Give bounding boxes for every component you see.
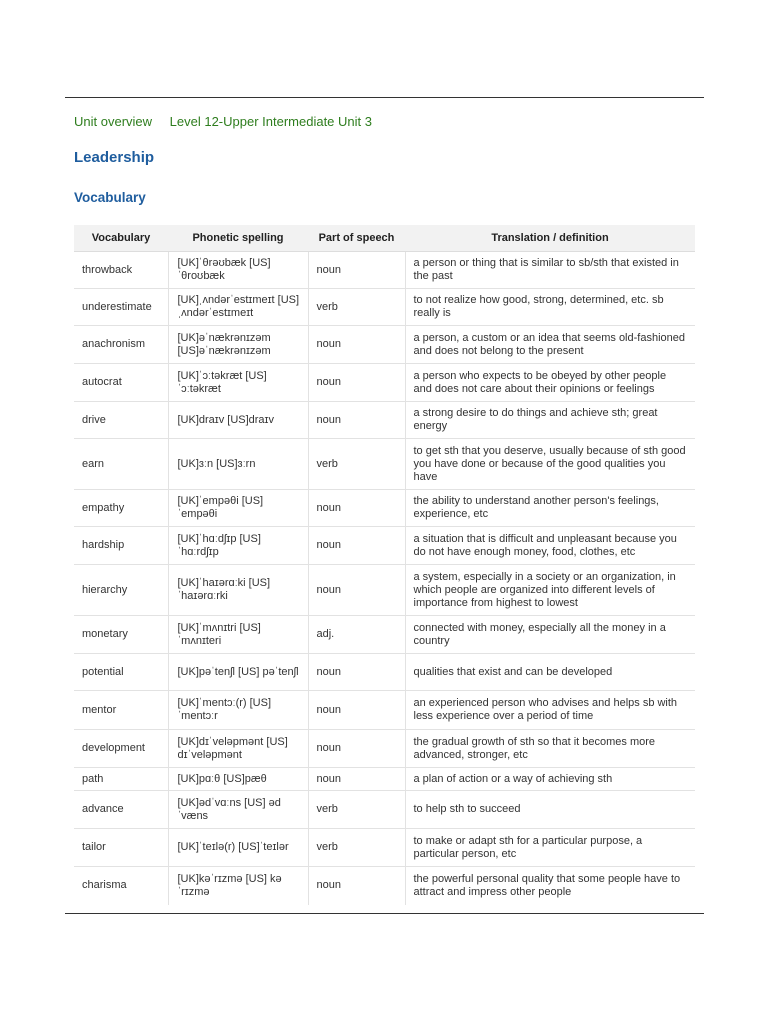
table-row xyxy=(74,402,695,439)
table-row xyxy=(74,364,695,402)
table-row xyxy=(74,791,695,829)
phonetic-cell: [UK]ədˈvɑːns [US] ədˈvæns xyxy=(168,791,308,829)
vocab-word-cell: throwback xyxy=(74,252,168,289)
definition-cell: a system, especially in a society or an organization, in which people are organized into different levels of importance from highest to lowest xyxy=(405,565,695,616)
vocab-word-cell: tailor xyxy=(74,829,168,867)
table-row xyxy=(74,768,695,791)
part-of-speech-cell: verb xyxy=(308,791,405,829)
part-of-speech-cell: noun xyxy=(308,364,405,402)
phonetic-cell: [UK]dɪˈveləpmənt [US] dɪˈveləpmənt xyxy=(168,730,308,768)
vocab-word-cell: monetary xyxy=(74,616,168,654)
definition-cell: a situation that is difficult and unpleasant because you do not have enough money, food, clothes, etc xyxy=(405,527,695,565)
part-of-speech-cell: noun xyxy=(308,867,405,905)
column-header-phonetic: Phonetic spelling xyxy=(168,225,308,252)
vocab-word-cell: drive xyxy=(74,402,168,439)
part-of-speech-cell: noun xyxy=(308,527,405,565)
table-row xyxy=(74,289,695,326)
phonetic-cell: [UK]ˈhaɪərɑːki [US] ˈhaɪərɑːrki xyxy=(168,565,308,616)
table-row xyxy=(74,829,695,867)
part-of-speech-cell: noun xyxy=(308,326,405,364)
bottom-divider xyxy=(65,913,704,914)
breadcrumb-unit-overview-link[interactable]: Unit overview xyxy=(74,114,153,129)
definition-cell: to get sth that you deserve, usually because of sth good you have done or because of the good qualities you have xyxy=(405,439,695,490)
breadcrumb-level-link[interactable]: Level 12-Upper Intermediate Unit 3 xyxy=(169,114,372,129)
vocab-word-cell: potential xyxy=(74,654,168,691)
phonetic-cell: [UK]əˈnækrənɪzəm [US]əˈnækrənɪzəm xyxy=(168,326,308,364)
part-of-speech-cell: noun xyxy=(308,402,405,439)
vocab-word-cell: underestimate xyxy=(74,289,168,326)
part-of-speech-cell: noun xyxy=(308,490,405,527)
phonetic-cell: [UK]ˈempəθi [US] ˈempəθi xyxy=(168,490,308,527)
definition-cell: a person or thing that is similar to sb/sth that existed in the past xyxy=(405,252,695,289)
definition-cell: the gradual growth of sth so that it becomes more advanced, stronger, etc xyxy=(405,730,695,768)
part-of-speech-cell: adj. xyxy=(308,616,405,654)
phonetic-cell: [UK]ɜːn [US]ɜːrn xyxy=(168,439,308,490)
vocab-word-cell: path xyxy=(74,768,168,791)
vocab-word-cell: hierarchy xyxy=(74,565,168,616)
part-of-speech-cell: noun xyxy=(308,730,405,768)
definition-cell: a person who expects to be obeyed by other people and does not care about their opinions or feelings xyxy=(405,364,695,402)
vocab-word-cell: autocrat xyxy=(74,364,168,402)
part-of-speech-cell: noun xyxy=(308,565,405,616)
table-row xyxy=(74,326,695,364)
vocab-word-cell: charisma xyxy=(74,867,168,905)
phonetic-cell: [UK]ˌʌndərˈestɪmeɪt [US]ˌʌndərˈestɪmeɪt xyxy=(168,289,308,326)
vocab-word-cell: advance xyxy=(74,791,168,829)
section-title: Vocabulary xyxy=(74,190,146,205)
part-of-speech-cell: noun xyxy=(308,654,405,691)
definition-cell: the powerful personal quality that some people have to attract and impress other people xyxy=(405,867,695,905)
table-row xyxy=(74,691,695,730)
table-row xyxy=(74,616,695,654)
column-header-definition: Translation / definition xyxy=(405,225,695,252)
part-of-speech-cell: noun xyxy=(308,691,405,730)
definition-cell: a plan of action or a way of achieving sth xyxy=(405,768,695,791)
table-row xyxy=(74,490,695,527)
table-row xyxy=(74,527,695,565)
vocab-word-cell: anachronism xyxy=(74,326,168,364)
definition-cell: connected with money, especially all the money in a country xyxy=(405,616,695,654)
part-of-speech-cell: verb xyxy=(308,829,405,867)
part-of-speech-cell: verb xyxy=(308,289,405,326)
phonetic-cell: [UK]ˈmentɔː(r) [US] ˈmentɔːr xyxy=(168,691,308,730)
vocab-word-cell: earn xyxy=(74,439,168,490)
phonetic-cell: [UK]ˈteɪlə(r) [US]ˈteɪlər xyxy=(168,829,308,867)
phonetic-cell: [UK]pɑːθ [US]pæθ xyxy=(168,768,308,791)
table-row xyxy=(74,867,695,905)
definition-cell: a strong desire to do things and achieve sth; great energy xyxy=(405,402,695,439)
vocab-word-cell: empathy xyxy=(74,490,168,527)
part-of-speech-cell: noun xyxy=(308,768,405,791)
definition-cell: to make or adapt sth for a particular purpose, a particular person, etc xyxy=(405,829,695,867)
table-row xyxy=(74,654,695,691)
part-of-speech-cell: noun xyxy=(308,252,405,289)
phonetic-cell: [UK]draɪv [US]draɪv xyxy=(168,402,308,439)
part-of-speech-cell: verb xyxy=(308,439,405,490)
page-title: Leadership xyxy=(74,149,155,166)
definition-cell: to help sth to succeed xyxy=(405,791,695,829)
top-divider xyxy=(65,97,704,98)
vocab-word-cell: hardship xyxy=(74,527,168,565)
definition-cell: qualities that exist and can be developed xyxy=(405,654,695,691)
table-row xyxy=(74,439,695,490)
table-row xyxy=(74,252,695,289)
table-row xyxy=(74,730,695,768)
column-header-part-of-speech: Part of speech xyxy=(308,225,405,252)
breadcrumb xyxy=(74,114,386,129)
vocab-word-cell: mentor xyxy=(74,691,168,730)
phonetic-cell: [UK]pəˈtenʃl [US] pəˈtenʃl xyxy=(168,654,308,691)
phonetic-cell: [UK]ˈhɑːdʃɪp [US] ˈhɑːrdʃɪp xyxy=(168,527,308,565)
column-header-vocabulary: Vocabulary xyxy=(74,225,168,252)
vocabulary-table xyxy=(74,225,695,905)
phonetic-cell: [UK]kəˈrɪzmə [US] kəˈrɪzmə xyxy=(168,867,308,905)
table-header-row xyxy=(74,225,695,252)
vocab-word-cell: development xyxy=(74,730,168,768)
phonetic-cell: [UK]ˈθrəʊbæk [US] ˈθroʊbæk xyxy=(168,252,308,289)
definition-cell: the ability to understand another person's feelings, experience, etc xyxy=(405,490,695,527)
phonetic-cell: [UK]ˈɔːtəkræt [US] ˈɔːtəkræt xyxy=(168,364,308,402)
definition-cell: a person, a custom or an idea that seems old-fashioned and does not belong to the present xyxy=(405,326,695,364)
phonetic-cell: [UK]ˈmʌnɪtri [US] ˈmʌnɪteri xyxy=(168,616,308,654)
definition-cell: to not realize how good, strong, determined, etc. sb really is xyxy=(405,289,695,326)
table-row xyxy=(74,565,695,616)
definition-cell: an experienced person who advises and helps sb with less experience over a period of time xyxy=(405,691,695,730)
